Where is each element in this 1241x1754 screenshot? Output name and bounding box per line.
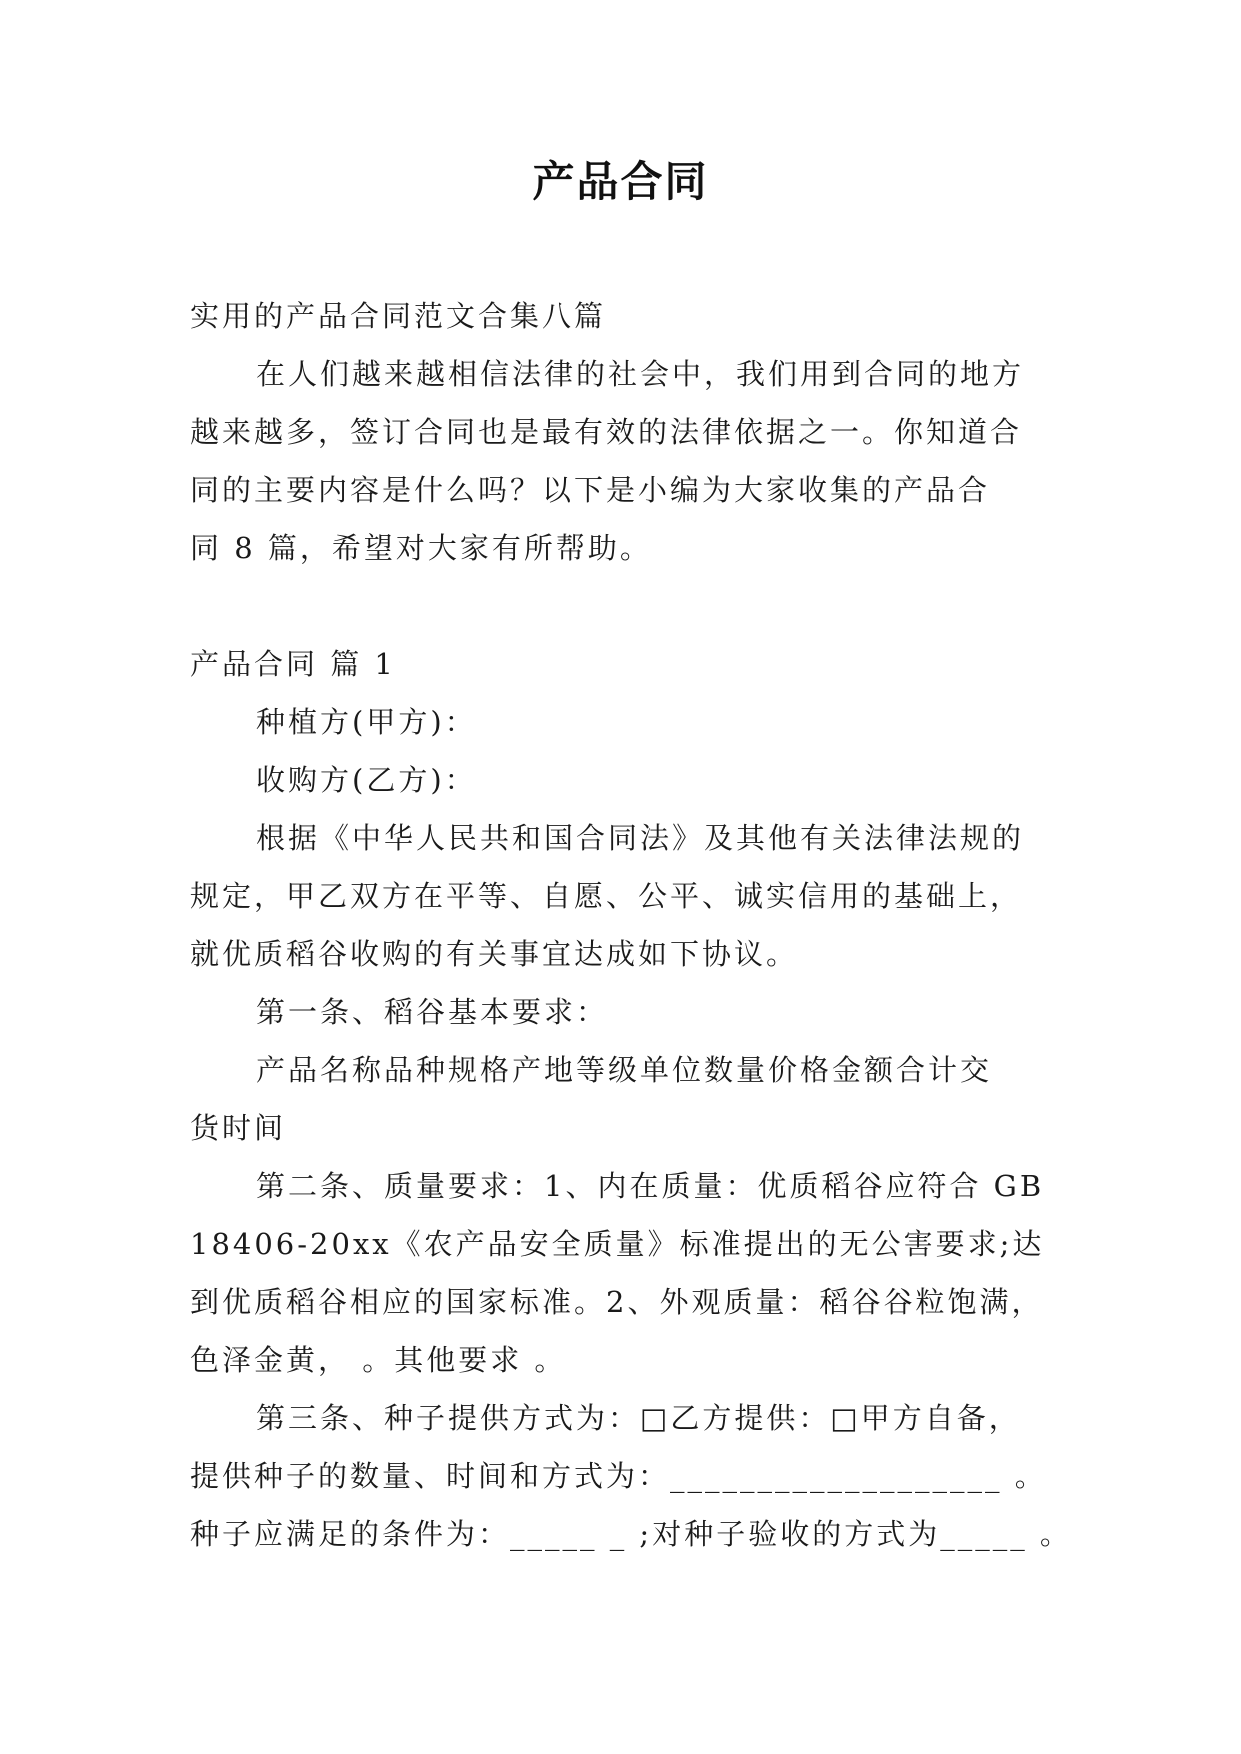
subtitle-line: 实用的产品合同范文合集八篇 — [190, 299, 607, 333]
party-b-line: 收购方(乙方)： — [256, 763, 477, 797]
intro-paragraph-line: 在人们越来越相信法律的社会中，我们用到合同的地方 — [256, 357, 1025, 391]
paragraph-gap — [190, 577, 1055, 635]
section-heading: 产品合同 篇 1 — [190, 647, 396, 681]
article-2-line: 18406-20xx《农产品安全质量》标准提出的无公害要求;达 — [190, 1227, 1045, 1261]
article-3-line: 提供种子的数量、时间和方式为：___________________ 。 — [190, 1459, 1047, 1493]
article-2-line: 色泽金黄， 。其他要求 。 — [190, 1343, 567, 1377]
document-title: 产品合同 — [532, 157, 709, 206]
preamble-line: 规定，甲乙双方在平等、自愿、公平、诚实信用的基础上， — [190, 879, 1023, 913]
article-1-line: 产品名称品种规格产地等级单位数量价格金额合计交 — [256, 1053, 993, 1087]
intro-paragraph-line: 同 8 篇，希望对大家有所帮助。 — [190, 531, 652, 565]
party-a-line: 种植方(甲方)： — [256, 705, 477, 739]
article-2-line: 到优质稻谷相应的国家标准。2、外观质量：稻谷谷粒饱满， — [190, 1285, 1044, 1319]
document-body — [190, 287, 1072, 1563]
article-2-line: 第二条、质量要求：1、内在质量：优质稻谷应符合 GB — [256, 1169, 1045, 1203]
article-1-heading: 第一条、稻谷基本要求： — [256, 995, 609, 1029]
article-3-line: 第三条、种子提供方式为：□乙方提供：□甲方自备， — [256, 1401, 1021, 1435]
intro-paragraph-line: 越来越多，签订合同也是最有效的法律依据之一。你知道合 — [190, 415, 1023, 449]
preamble-line: 就优质稻谷收购的有关事宜达成如下协议。 — [190, 937, 799, 971]
article-3-line: 种子应满足的条件为：_____ _ ;对种子验收的方式为_____ 。 — [190, 1517, 1072, 1551]
intro-paragraph-line: 同的主要内容是什么吗？以下是小编为大家收集的产品合 — [190, 473, 991, 507]
preamble-line: 根据《中华人民共和国合同法》及其他有关法律法规的 — [256, 821, 1025, 855]
article-1-line: 货时间 — [190, 1111, 287, 1145]
